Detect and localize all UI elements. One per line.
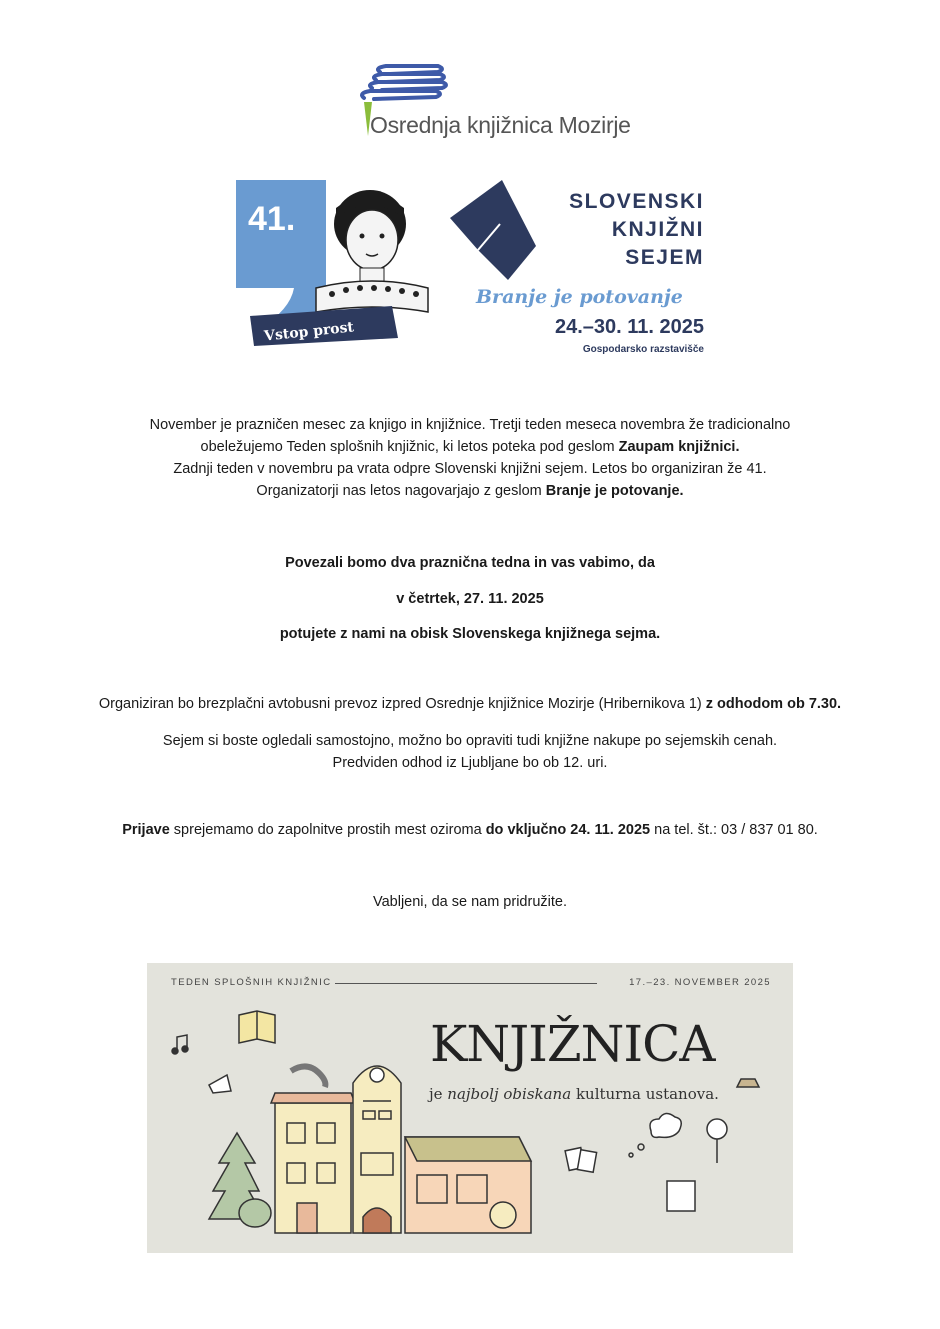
film-strip-icon <box>291 1066 325 1087</box>
transport-line-1: Organiziran bo brezplačni avtobusni prevoz izpred Osrednje knjižnice Mozirje (Hribernikova 1) z odhodom ob 7.30. <box>98 696 842 712</box>
registration-line: Prijave sprejemamo do zapolnitve prostih mest oziroma do vključno 24. 11. 2025 na tel. št.: 03 / 837 01 80. <box>122 822 818 838</box>
thought-bubble-icon <box>650 1113 681 1137</box>
poet-portrait-icon <box>316 190 428 312</box>
picture-frame-icon <box>667 1181 695 1211</box>
library-week-banner <box>147 963 793 1253</box>
library-logo-text: Osrednja knjižnica Mozirje <box>370 112 631 138</box>
face-circle <box>490 1202 516 1228</box>
bush-icon <box>239 1199 271 1227</box>
hat-icon <box>737 1079 759 1087</box>
town-illustration <box>147 963 793 1253</box>
intro-paragraph <box>0 414 940 502</box>
book-fair-banner <box>232 178 712 360</box>
book-icon <box>450 180 536 280</box>
intro-line-3: Zadnji teden v novembru pa vrata odpre Slovenski knjižni sejem. Letos bo organiziran že 41. <box>173 461 767 477</box>
invite-line-1: Povezali bomo dva praznična tedna in vas vabimo, da <box>285 555 655 571</box>
closing-line: Vabljeni, da se nam pridružite. <box>373 894 567 910</box>
intro-line-4: Organizatorji nas letos nagovarjajo z geslom Branje je potovanje. <box>256 483 684 499</box>
fair-dates: 24.–30. 11. 2025 <box>554 316 704 338</box>
fair-title-line-2: KNJIŽNI <box>611 218 704 241</box>
fair-title-line-1: SLOVENSKI <box>569 190 704 213</box>
intro-line-2: obeležujemo Teden splošnih knjižnic, ki letos poteka pod geslom Zaupam knjižnici. <box>200 439 740 455</box>
transport-line-3: Predviden odhod iz Ljubljane bo ob 12. uri. <box>332 755 608 771</box>
fair-venue: Gospodarsko razstavišče <box>582 344 704 355</box>
fair-slogan: Branje je potovanje <box>476 286 683 308</box>
music-note-icon <box>172 1035 188 1054</box>
fair-edition-number: 41. <box>248 200 296 238</box>
lamp-icon <box>707 1119 727 1139</box>
library-week-dates: 17.–23. NOVEMBER 2025 <box>629 977 771 988</box>
library-week-label: TEDEN SPLOŠNIH KNJIŽNIC <box>171 977 332 988</box>
invite-date: v četrtek, 27. 11. 2025 <box>396 591 544 607</box>
banner-subtitle: je najbolj obiskana kulturna ustanova. <box>429 1085 719 1103</box>
free-entry-label: Vstop prost <box>263 319 355 345</box>
transport-details <box>0 730 940 774</box>
fair-title-line-3: SEJEM <box>625 246 704 269</box>
megaphone-icon <box>209 1075 231 1093</box>
banner-title: KNJIŽNICA <box>430 1015 715 1073</box>
intro-line-1: November je prazničen mesec za knjigo in knjižnice. Tretji teden meseca novembra že tradicionalno <box>149 417 791 433</box>
invite-line-3: potujete z nami na obisk Slovenskega knjižnega sejma. <box>279 626 661 642</box>
transport-line-2: Sejem si boste ogledali samostojno, možno bo opraviti tudi knjižne nakupe po sejemskih cenah. <box>162 733 778 749</box>
